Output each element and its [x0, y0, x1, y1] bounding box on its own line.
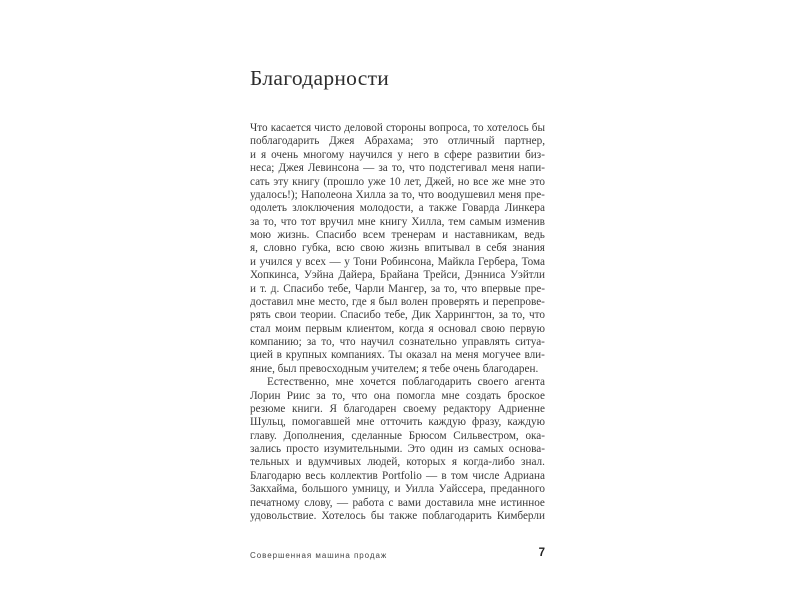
text-line: неса; Джея Левинсона — за то, что подстегивал меня напи-: [250, 162, 545, 175]
text-line: за то, что тот вручил мне книгу Хилла, тем самым изменив: [250, 215, 545, 228]
text-line: цией в крупных компаниях. Ты оказал на меня могучее вли-: [250, 349, 545, 362]
page-number: 7: [538, 547, 545, 559]
text-line: Что касается чисто деловой стороны вопроса, то хотелось бы: [250, 122, 545, 134]
text-line: удовольствие. Хотелось бы также поблагодарить Кимберли: [250, 509, 545, 522]
text-line: тельных и вдумчивых людей, которых я когда-либо знал.: [250, 456, 545, 469]
text-line: и учился у всех — у Тони Робинсона, Майкла Гербера, Тома: [250, 255, 545, 268]
text-line: мою жизнь. Спасибо всем тренерам и наставникам, ведь: [250, 229, 545, 241]
text-line: печатному слову, — работа с вами доставила мне истинное: [250, 496, 545, 509]
text-line: доставил мне место, где я был волен проверять и перепрове-: [250, 295, 545, 308]
running-footer-title: Совершенная машина продаж: [250, 551, 388, 560]
chapter-title: Благодарности: [250, 66, 390, 91]
text-line: рять свои теории. Спасибо тебе, Дик Харрингтон, за то, что: [250, 309, 545, 322]
text-line: Закхайма, большого умницу, и Уилла Уайссера, преданного: [250, 483, 545, 496]
text-line: поблагодарить Джея Абрахама; это отличный партнер,: [250, 135, 545, 148]
text-line: главу. Дополнения, сделанные Брюсом Сильвестром, ока-: [250, 429, 545, 442]
text-line: Естественно, мне хочется поблагодарить своего агента: [267, 376, 545, 389]
text-line: одолеть злоключения молодости, а также Говарда Линкера: [250, 202, 545, 215]
text-line: я, словно губка, всю свою жизнь впитывал в себя знания: [250, 242, 545, 255]
text-line: и т. д. Спасибо тебе, Чарли Мангер, за то, что впервые пре-: [250, 282, 545, 295]
text-line: Лорин Риис за то, что она помогла мне создать броское: [250, 389, 545, 402]
text-line: сать эту книгу (прошло уже 10 лет, Джей, но все же мне это: [250, 175, 545, 188]
text-line: яние, был превосходным учителем; я тебе очень благодарен.: [250, 362, 539, 375]
text-line: стал моим первым клиентом, когда я основал свою первую: [250, 322, 545, 335]
text-line: Благодарю весь коллектив Portfolio — в том числе Адриана: [250, 469, 545, 482]
text-line: удалось!); Наполеона Хилла за то, что воодушевил меня пре-: [250, 188, 545, 201]
text-line: и я очень многому научился у него в сфере развитии биз-: [250, 148, 545, 161]
text-line: зались просто изумительными. Это один из самых основа-: [250, 443, 545, 455]
body-text: [250, 122, 545, 523]
text-line: Шульц, помогавшей мне отточить каждую фразу, каждую: [250, 416, 545, 429]
text-line: резюме книги. Я благодарен своему редактору Адриенне: [250, 402, 545, 415]
text-line: Хопкинса, Уэйна Дайера, Брайана Трейси, Дэнниса Уэйтли: [250, 269, 545, 282]
text-line: компанию; за то, что научил сознательно управлять ситуа-: [250, 336, 545, 348]
